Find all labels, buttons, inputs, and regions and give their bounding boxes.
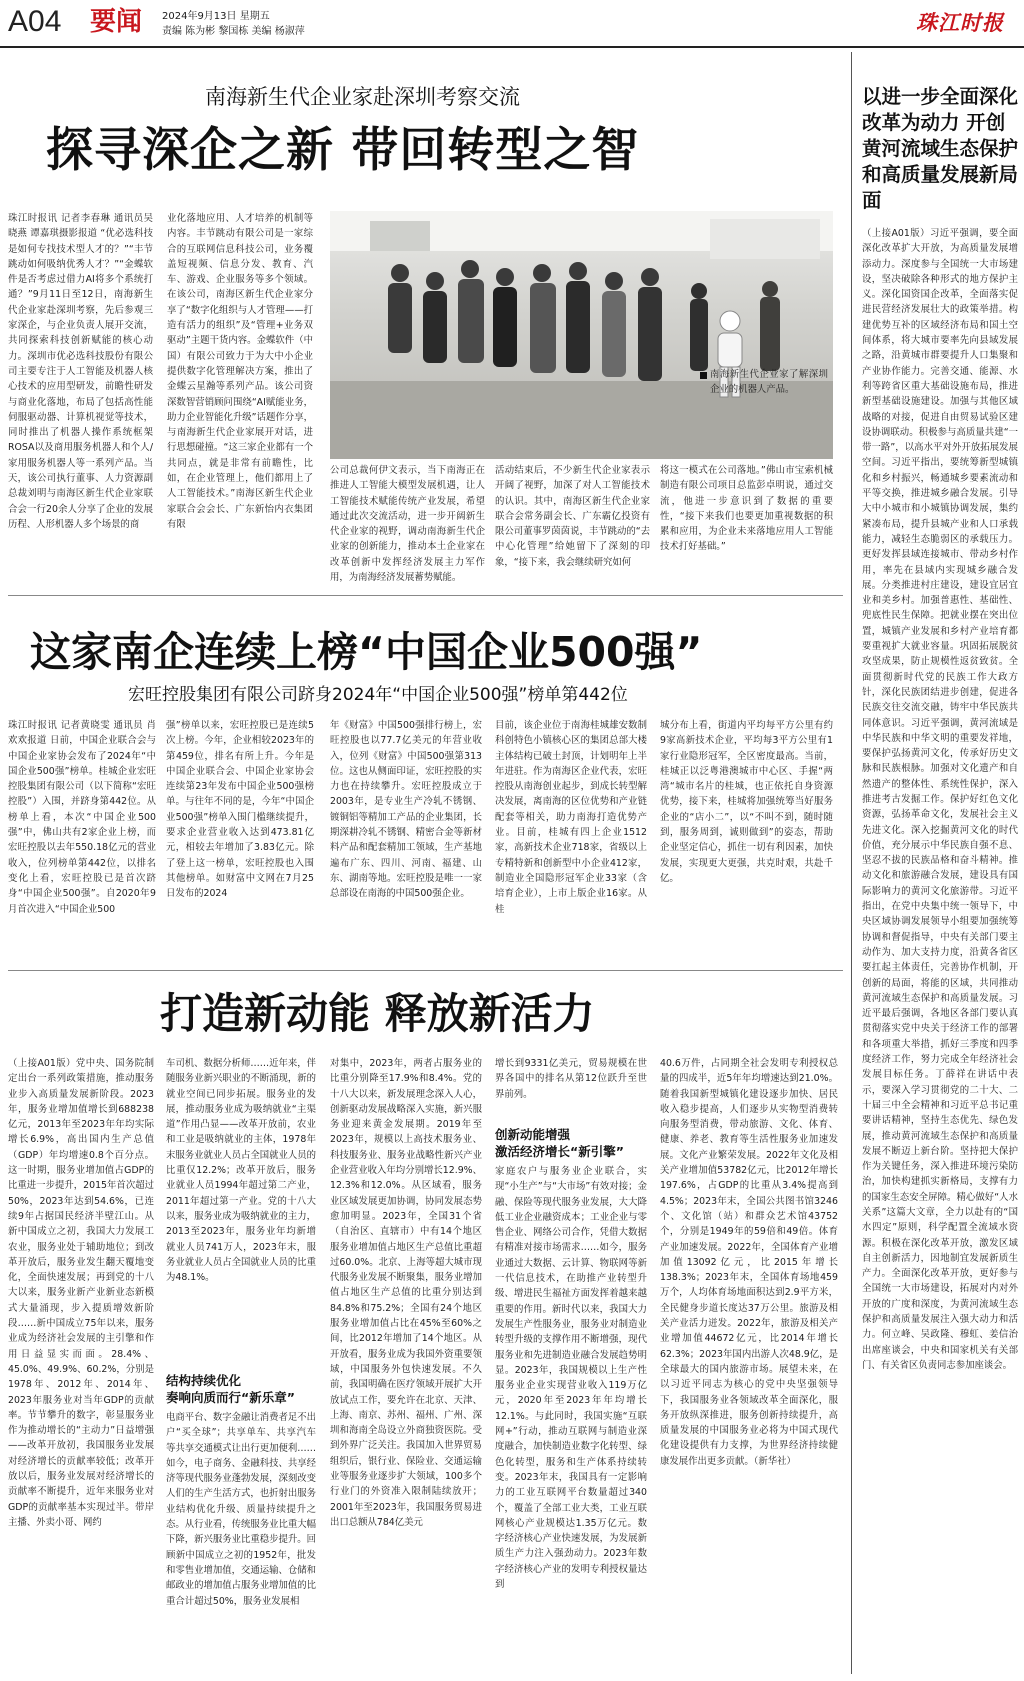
- story1-headline: 探寻深企之新 带回转型之智: [46, 123, 640, 178]
- issue-date: 2024年9月13日 星期五: [162, 11, 270, 22]
- page-number: A04: [8, 5, 62, 38]
- masthead: [0, 0, 1024, 46]
- photo-caption-icon: [700, 372, 707, 379]
- story3-col5: 40.6万件，占同期全社会发明专利授权总量的四成半，近5年年均增速达到21.0%。随着我国新型城镇化建设逐步加快、居民收入稳步提高，人们逐步从实物型消费转向服务型消费，带动旅游、文化、体育、健康、养老、教育等生活性服务业加速发展。文化产业繁荣发展。2022年文化及相关产业增加值53782亿元，比2012年增长197.6%，占GDP的比重从3.4%提高到4.5%；2023年末，全国公共图书馆3246个、文化馆（站）和群众艺术馆43752个，分别是1949年的59倍和49倍。体育产业加速发展。2022年，全国体育产业增加值13092亿元，比2015年增长138.3%；2023年末，全国体育场地459万个，人均体育场地面积达到2.9平方米，全民健身步道长度达37万公里。旅游及相关产业活力迸发。2022年，旅游及相关产业增加值44672亿元，比2014年增长62.3%；2023年国内出游人次48.9亿，是全球最大的国内旅游市场。展望未来，在以习近平同志为核心的党中央坚强领导下，我国服务业各领域改革全面深化，服务开放纵深推进，服务创新持续提升，高质量发展的中国服务业必将为中国式现代化建设提供有力支撑，为世界经济持续健康发展作出更多贡献。（新华社）: [660, 1058, 838, 1467]
- story3-col2-wrap: [166, 1056, 316, 1674]
- story3-subhead2b: 激活经济增长“新引擎”: [495, 1144, 624, 1159]
- story2-subhead: 宏旺控股集团有限公司跻身2024年“中国企业500强”榜单第442位: [128, 685, 628, 705]
- story3-col1: （上接A01版）党中央、国务院制定出台一系列政策措施，推动服务业步入高质量发展新阶段。2023年，服务业增加值增长到688238亿元，2013年至2023年年均实际增长6.9%，高出国内生产总值（GDP）年均增速0.8个百分点。这一时期，服务业增加值占GDP的比重进一步提升，2015年首次超过50%，2023年达到54.6%，已连续9年占据国民经济半壁江山。从新中国成立之初，我国大力发展工农业，服务业处于辅助地位；到改革开放后，服务业发生翻天覆地变化，全面快速发展；再到党的十八大以来，服务业新产业新业态新模式大量涌现，步入提质增效新阶段……新中国成立75年以来，服务业成为经济社会发展的主引擎和作用日益显实而面。28.4%、45.0%、49.9%、60.2%，分别是1978年、2012年、2014年、2023年服务业对当年GDP的贡献率。节节攀升的数字，彰显服务业作为推动增长的“主动力”日益增强——改革开放初，我国服务业发展对经济增长的贡献率较低；改革开放以后，服务业发展对经济增长的贡献率不断提升，近年来服务业对GDP的贡献率基本实现过半。带岸主播、外卖小哥、网约: [8, 1058, 154, 1528]
- story3-subhead2: 创新动能增强: [495, 1127, 571, 1142]
- section-name: 要闻: [90, 7, 143, 37]
- story1-kicker: 南海新生代企业家赴深圳考察交流: [205, 85, 520, 109]
- story4-headline: 以进一步全面深化改革为动力 开创黄河流域生态保护和高质量发展新局面: [862, 85, 1019, 212]
- masthead-rule: [0, 46, 1024, 48]
- story3-subhead1b: 奏响向质而行“新乐章”: [166, 1390, 295, 1405]
- sidebar-divider: [851, 52, 852, 1674]
- story2-col2: 强”榜单以来，宏旺控股已是连续5次上榜。今年，企业相较2023年的第459位，排名有所上升。今年是中国企业联合会、中国企业家协会连续第23年发布中国企业500强榜单。与往年不同的是，今年“中国企业500强”榜单入围门槛继续提升，要求企业营业收入达到473.81亿元，相较去年增加了3.83亿元。除了登上这一榜单，宏旺控股也入围其他榜单。如财富中文网在7月25日发布的2024: [166, 720, 314, 900]
- story3-col4-wrap: [495, 1056, 647, 1674]
- paper-logo: 珠江时报: [916, 10, 1004, 35]
- story3-col2: 车司机、数据分析师……近年来，伴随服务业新兴职业的不断涌现，新的就业空间已同步拓展。服务业的发展，推动服务业成为吸纳就业“主渠道”作用凸显——改革开放前，农业和工业是吸纳就业的主体，1978年末服务业就业人员占全国就业人员的比重仅12.2%；改革开放后，服务业就业人员1994年超过第二产业，2011年超过第一产业。党的十八大以来，服务业成为吸纳就业的主力，2013至2023年，服务业年均新增就业人员741万人，2023年末，服务业就业人员占全国就业人员的比重为48.1%。: [166, 1058, 316, 1284]
- story3-subhead1: 结构持续优化: [166, 1373, 242, 1388]
- story1-col5: 将这一模式在公司落地。”佛山市宝索机械制造有限公司项目总监彭卓明说，通过交流，他进一步意识到了数据的重要性，“接下来我们也要更加重视数据的积累和应用，为企业未来落地应用人工智能技术打好基础。”: [660, 465, 833, 553]
- story1-col3: 公司总裁何伊文表示，当下南海正在推进人工智能大模型发展机遇，让人工智能技术赋能传统产业发展，希望通过此次交流活动，进一步开阔新生代企业家的视野，调动南海新生代企业家的创新能力，推动本土企业家在改革创新中发挥经济发展主力军作用，为南海经济发展蓄势赋能。: [330, 465, 485, 583]
- story2-col5: 城分布上看，街道内平均每平方公里有约9家高新技术企业，平均每3平方公里有1家行业隐形冠军，全区密度最高。当前，桂城正以泛粤港澳城市中心区、手握“两湾“城市名片的桂城，也正依托自身资源优势，接下来，桂城将加强统筹当好服务企业的“店小二”，以“不叫不到，随时随到，服务周到，诚则做到”的姿态，帮助企业坚定信心，抓住一切有利因素，加快发展，实现更大更强，共克时艰，共赴千亿。: [660, 720, 833, 884]
- story2-col4: 目前，该企业位于南海桂城雄安数制科创特色小镇核心区的集团总部大楼主体结构已破土封顶，计划明年上半年进驻。作为南海区企业代表，宏旺控股从南海创业起步，到成长转型解决发展，离南海的区位优势和产业链配套等相关，助力南海打造优势产业。目前，桂城有四上企业1512家，高新技术企业718家，省级以上专精特新和创新型中小企业412家，制造业全国隐形冠军企业33家（含培育企业），上市上版企业16家。从桂: [495, 720, 647, 915]
- story1-photo-caption: 南海新生代企业家了解深圳企业的机器人产品。: [710, 369, 828, 396]
- story3-col3: 对集中，2023年，两者占服务业的比重分别降至17.9%和8.4%。党的十八大以来，新发展理念深入人心，创新驱动发展战略深入实施，新兴服务业迎来黄金发展期。2019年至2023年，规模以上高技术服务业、科技服务业、服务业战略性新兴产业企业营业收入年均分别增长12.9%、12.3%和12.0%。从区域看，服务业区域发展更加协调，协同发展态势愈加明显。2023年，全国31个省（自治区、直辖市）中有14个地区服务业增加值占地区生产总值比重超过60.0%。北京、上海等超大城市现代服务业发展不断聚集，服务业增加值占地区生产总值的比重分别达到84.8%和75.2%；全国有24个地区服务业增加值占比在45%至60%之间，比2012年增加了14个地区。从开放看，服务业成为我国外资重要领域，中国服务外包快速发展。不久前，我国明确在医疗领域开展扩大开放试点工作，要允许在北京、天津、上海、南京、苏州、福州、广州、深圳和海南全岛设立外商独资医院。受到外界广泛关注。我国加入世界贸易组织后，银行业、保险业、交通运输业等服务业逐步扩大领域，100多个行业门的外资准入限制陆续放开；2001年至2023年，我国服务贸易进出口总额从784亿美元: [330, 1058, 482, 1528]
- story3-col4: 增长到9331亿美元，贸易规模在世界各国中的排名从第12位跃升至世界前列。: [495, 1058, 647, 1100]
- story2-col3: 年《财富》中国500强排行榜上，宏旺控股也以77.7亿美元的年营业收入，位列《财富》中国500强第313位。这也从侧面印证，宏旺控股的实力也在持续攀升。宏旺控股成立于2003年，是专业生产冷轧不锈钢、镀铜铝等精加工产品的企业集团，长期深耕冷轧不锈钢、精密合金等新材料产品和配套精加工领域，生产基地遍布广东、四川、河南、福建、山东、湖南等地。宏旺控股是唯一一家总部设在南海的中国500强企业。: [330, 720, 482, 900]
- story1-bottom-rule: [8, 595, 843, 596]
- story4-body: （上接A01版）习近平强调，要全面深化改革扩大开放，为高质量发展增添动力。深度参与全国统一大市场建设，坚决破除各种形式的地方保护主义。深化国资国企改革，全面落实促进民营经济发展壮大的政策举措。构建优势互补的区域经济布局和国土空间体系，将大城市要率先向县域发展之路，沿黄城市群要提升人口集聚和产业协作能力。完善交通、能源、水利等跨省区重大基础设施布局，推进新型基础设施建设。加强与其他区域战略的对接，促进自由贸易试验区建设协调联动。积极参与高质量共建“一带一路”，以高水平对外开放拓展发展空间。习近平指出，要统筹新型城镇化和乡村振兴，畅通城乡要素流动和平等交换，推进城乡融合发展。引导大中小城市和小城镇协调发展，集约紧凑布局，提升县城产业和人口承载能力，减轻生态脆弱区的承载压力。更好发挥县域连接城市、带动乡村作用，率先在县域内实现城乡融合发展。分类推进村庄建设，建设宜居宜业和美乡村。加强普惠性、基础性、兜底性民生保障。把就业摆在突出位置，城镇产业发展和乡村产业培育都要重视扩大就业容量。巩固拓展脱贫攻坚成果，防止规模性返贫致贫。全面贯彻新时代党的民族工作大政方针，深化民族团结进步创建，促进各民族交往交流交融，铸牢中华民族共同体意识。习近平强调，黄河流域是中华民族和中华文明的重要发祥地，要保护弘扬黄河文化，传承好历史文脉和民族根脉。加强对文化遗产和自然遗产的整体性、系统性保护，深入推进考古发掘工作。保护好红色文化资源，弘扬革命文化，发展社会主义先进文化。深入挖掘黄河文化的时代价值，充分展示中华民族自强不息、坚忍不拔的民族品格和奋斗精神。推动文化和旅游融合发展，建设具有国际影响力的黄河文化旅游带。习近平指出，在党中央集中统一领导下，中央区域协调发展领导小组要加强统筹协调和督促指导，中央有关部门要主动作为、加大支持力度，沿黄各省区要扛起主体责任，完善协作机制，开创新的局面，将能的区域，共同推动黄河流域生态保护和高质量发展。习近平最后强调，各地区各部门要认真贯彻落实党中央关于经济工作的部署和各项重大举措，抓好三季度和四季度经济工作，努力完成全年经济社会发展目标任务。丁薛祥在讲话中表示，要深入学习贯彻党的二十大、二十届三中全会精神和习近平总书记重要讲话精神，坚持生态优先、绿色发展，推动黄河流域生态保护和高质量发展不断迈上新台阶。坚持把大保护作为关键任务，深入推进环境污染防治，加快构建抓实新格局，支撑有力的国家生态安全屏障。精心做好“人水关系”这篇大文章，全力以赴有的“国水四定”原则，科学配置全流域水资源。积极在深化改革开放，激发区域自主创新活力，因地制宜发展新质生产力。全面深化改革开放，更好参与全国统一大市场建设，拓展对内对外开放的广度和深度，为黄河流域生态保护和高质量发展注入强大动力和活力。何立峰、吴政隆、穆虹、姜信治出席座谈会，中央和国家机关有关部门、有关省区负责同志参加座谈会。: [862, 228, 1018, 1371]
- story1-col4: 活动结束后，不少新生代企业家表示开阔了视野，加深了对人工智能技术的认识。其中，南海区新生代企业家联合会常务副会长、广东霸亿投资有限公司董事罗茵茵说，丰节跳动的“去中心化管理”给她留下了深刻的印象，“接下来，我会继续研究如何: [495, 465, 650, 568]
- story2-bottom-rule: [8, 970, 843, 971]
- story1-col1: 珠江时报讯 记者李春琳 通讯员吴晓燕 谭嘉琪摄影报道 “优必选科技是如何专找技术型人才的？”“丰节跳动如何吸纳优秀人才？”“金蝶软件是否考虑过借力AI将多个系统打通？”9月11日至12日，南海新生代企业家赴深圳考察，先后参观三家深企，与企业负责人展开交流，共同探索科技创新赋能的核心动力。深圳市优必选科技股份有限公司主要专注于人工智能及机器人核心技术的应用型研发，前瞻性研发与商业化落地，布局了包括高性能伺服驱动器、计算机视觉等技术，同时推出了机器人操作系统框架 ROSA以及商用服务机器人和个人/家用服务机器人等一系列产品。当天，该公司执行董事、人力资源副总裁刘明与南海区新生代企业家联合会一行20余人分享了企业的发展历程、人形机器人多个场景的商: [8, 213, 153, 530]
- editors-line: 责编 陈为彬 黎国栋 美编 杨淑萍: [162, 26, 305, 37]
- story3-headline: 打造新动能 释放新活力: [160, 989, 595, 1038]
- story3-col2b: 电商平台、数字金融让消费者足不出户“买全球”；共享单车、共享汽车等共享交通模式让出行更加便利……如今，电子商务、金融科技、共享经济等现代服务业蓬勃发展，深刻改变人们的生产生活方式，也折射出服务业结构优化升级、质量持续提升之态。从行业看，传统服务业比重大幅下降，新兴服务业比重稳步提升。回顾新中国成立之初的1952年，批发和零售业增加值，交通运输、仓储和邮政业的增加值占服务业增加值的比重合计超过50%，服务业发展相: [166, 1412, 316, 1607]
- story2-col1: 珠江时报讯 记者黄晓雯 通讯员 肖欢欢报道 日前，中国企业联合会与中国企业家协会发布了2024年“中国企业500强”榜单。桂城企业宏旺控股集团有限公司（以下简称“宏旺控股”）入围，并跻身第442位。从榜单上看，本次“中国企业500强”中，佛山共有2家企业上榜，而宏旺控股以去年550.18亿元的营业收入，位列榜单第442位，以排名变化上看，宏旺控股已是首次跻身“中国企业500强”。自2020年9月首次进入“中国企业500: [8, 720, 156, 915]
- story1-col2: 业化落地应用、人才培养的机制等内容。丰节跳动有限公司是一家综合的互联网信息科技公司，业务覆盖短视频、信息分发、教育、汽车、游戏、企业服务等多个领域。在该公司，南海区新生代企业家分享了“数字化组织与人才管理——打造有活力的组织”及“管理+业务双驱动”主题干货内容。金蝶软件（中国）有限公司致力于为大中小企业提供数字化管理解决方案，推出了金蝶云星瀚等系列产品。该公司资深数智营销顾问围绕“AI赋能业务，助力企业智能化升级”话题作分享，与南海新生代企业家展开对话，进行思想碰撞。“这三家企业都有一个共同点，就是非常有前瞻性，比如，在企业管理上，他们都用上了人工智能技术。”南海区新生代企业家联合会会长、广东新怡内衣集团有限: [167, 213, 313, 530]
- story3-col4b: 家庭农户与服务业企业联合，实现“小生产”与“大市场”有效对接；金融、保险等现代服务业发展，大大降低工业企业融资成本；工业企业与零售企业、网络公司合作，凭借大数据有精准对接市场需求……如今，服务业通过大数据、云计算、物联网等新一代信息技术，在助推产业转型升级、增进民生福祉方面发挥着越来越重要的作用。新时代以来，我国大力发展生产性服务业，服务业对制造业转型升级的支撑作用不断增强，现代服务业和先进制造业融合发展趋势明显。2023年，我国规模以上生产性服务业企业实现营业收入119万亿元，2020年至2023年年均增长12.1%。与此同时，我国实施“互联网+”行动，推动互联网与制造业深度融合，加快制造业数字化转型、绿色化转型，服务和生产体系持续转变。2023年末，我国具有一定影响力的工业互联网平台数量超过340个，覆盖了全部工业大类，工业互联网核心产业规模达1.35万亿元。数字经济核心产业快速发展，为发展新质生产力注入强劲动力。2023年数字经济核心产业的发明专利授权量达到: [495, 1166, 647, 1591]
- story2-headline: 这家南企连续上榜“中国企业500强”: [30, 628, 703, 676]
